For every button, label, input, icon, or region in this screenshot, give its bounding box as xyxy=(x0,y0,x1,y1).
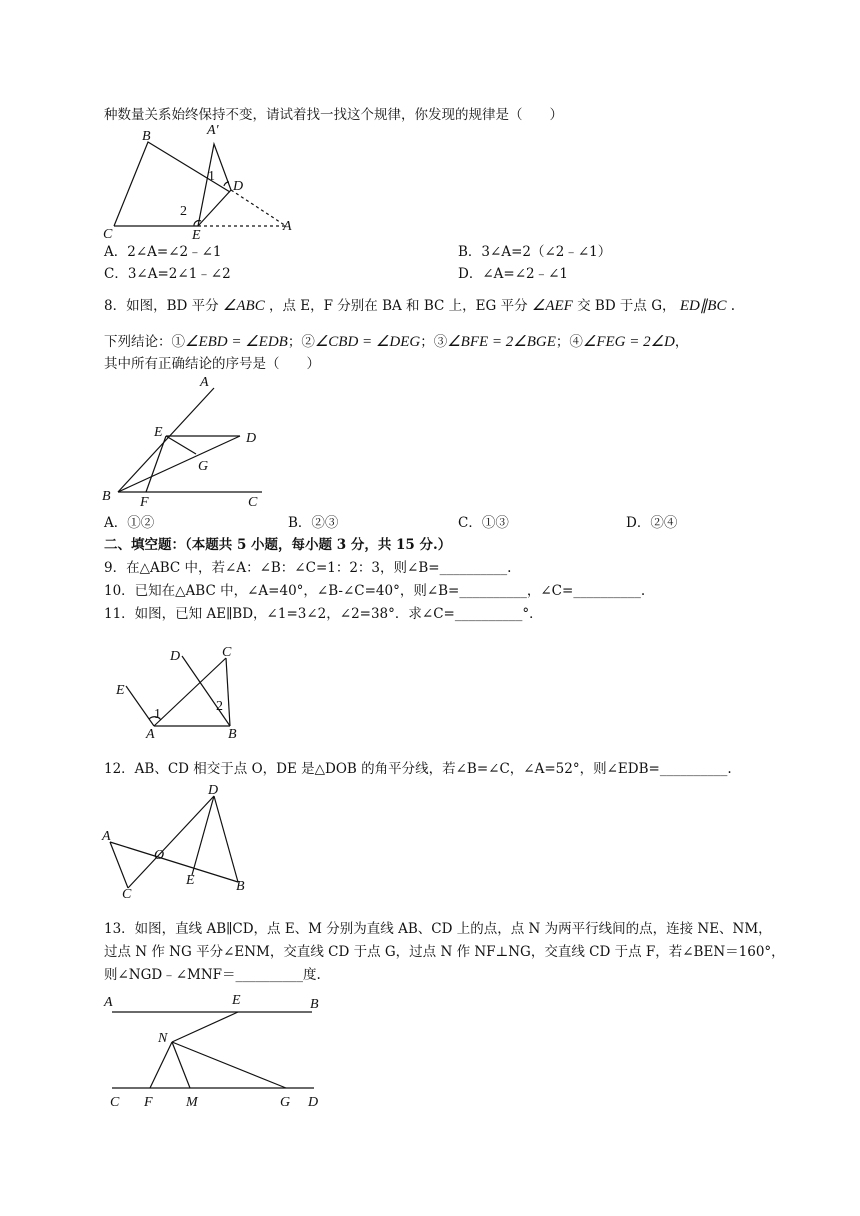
q7-label-B: B xyxy=(142,129,151,144)
q8-label-A: A xyxy=(200,375,209,390)
q12-figure xyxy=(98,780,258,900)
q11-text: 11．如图，已知 AE∥BD，∠1=3∠2，∠2=38°．求∠C=__________°． xyxy=(104,606,543,622)
q7-label-2: 2 xyxy=(180,204,187,219)
q8-line3: 其中所有正确结论的序号是（ ） xyxy=(104,356,320,372)
q12-text: 12．AB、CD 相交于点 O，DE 是△DOB 的角平分线，若∠B=∠C，∠A=52°，则∠EDB=__________. xyxy=(104,761,732,777)
q13-line3: 则∠NGD﹣∠MNF＝__________度. xyxy=(104,967,321,983)
q8-label-C: C xyxy=(248,495,258,510)
q13-label-G: G xyxy=(280,1095,291,1110)
q11-label-B: B xyxy=(228,727,237,742)
q8-line1: 8．如图，BD 平分 ∠ABC ，点 E，F 分别在 BA 和 BC 上，EG 平分 ∠AEF 交 BD 于点 G， ED∥BC . xyxy=(104,298,736,314)
q7-label-A-prime: A′ xyxy=(207,123,219,138)
q7-option-c: C．3∠A=2∠1﹣∠2 xyxy=(104,266,231,282)
q7-label-D: D xyxy=(233,179,244,194)
q8-option-a: A．①② xyxy=(104,515,155,531)
q8-option-c: C．①③ xyxy=(458,515,509,531)
q11-label-A: A xyxy=(146,727,155,742)
q13-label-C: C xyxy=(110,1095,120,1110)
q8-label-F: F xyxy=(140,495,149,510)
q13-label-E: E xyxy=(232,993,241,1008)
q9-text: 9．在△ABC 中，若∠A：∠B：∠C=1：2：3，则∠B=__________. xyxy=(104,560,512,576)
q13-line2: 过点 N 作 NG 平分∠ENM，交直线 CD 于点 G，过点 N 作 NF⊥NG，交直线 CD 于点 F，若∠BEN＝160°， xyxy=(104,944,785,960)
q8-option-d: D．②④ xyxy=(626,515,678,531)
q8-label-D: D xyxy=(246,431,257,446)
q12-label-A: A xyxy=(102,829,111,844)
q8-option-b: B．②③ xyxy=(288,515,339,531)
q8-figure xyxy=(98,374,298,514)
q7-figure xyxy=(98,122,298,240)
q11-label-2: 2 xyxy=(216,699,223,714)
q13-label-N: N xyxy=(158,1031,168,1046)
q11-figure xyxy=(110,642,250,742)
q12-label-B: B xyxy=(236,879,245,894)
q12-label-E: E xyxy=(186,873,195,888)
q8-label-G: G xyxy=(198,459,209,474)
q8-label-E: E xyxy=(154,425,163,440)
q11-label-E: E xyxy=(116,683,125,698)
section-2-title: 二、填空题：（本题共 5 小题，每小题 3 分，共 15 分.） xyxy=(104,537,452,553)
q7-option-d: D．∠A=∠2﹣∠1 xyxy=(458,266,568,282)
q7-label-1: 1 xyxy=(208,169,215,184)
q10-text: 10．已知在△ABC 中，∠A=40°，∠B-∠C=40°，则∠B=__________，∠C=__________. xyxy=(104,583,646,599)
q7-option-b: B．3∠A=2（∠2﹣∠1） xyxy=(458,244,612,260)
q13-label-F: F xyxy=(144,1095,153,1110)
q12-label-O: O xyxy=(154,848,165,863)
q13-figure xyxy=(98,990,338,1110)
q12-label-D: D xyxy=(208,783,219,798)
q12-label-C: C xyxy=(122,887,132,900)
q11-label-D: D xyxy=(170,649,181,664)
q13-label-A: A xyxy=(104,995,113,1010)
q7-label-E: E xyxy=(192,228,201,240)
q7-intro: 种数量关系始终保持不变，请试着找一找这个规律，你发现的规律是（ ） xyxy=(104,107,563,123)
q11-label-1: 1 xyxy=(154,707,161,722)
q8-line2: 下列结论：①∠EBD = ∠EDB；②∠CBD = ∠DEG；③∠BFE = 2∠BGE；④∠FEG = 2∠D， xyxy=(104,334,689,350)
q8-label-B: B xyxy=(102,489,111,504)
q7-label-C: C xyxy=(103,227,113,240)
q13-label-D: D xyxy=(308,1095,319,1110)
q13-label-M: M xyxy=(186,1095,198,1110)
q11-label-C: C xyxy=(222,645,232,660)
q13-label-B: B xyxy=(310,997,319,1012)
q7-option-a: A．2∠A=∠2﹣∠1 xyxy=(104,244,222,260)
q13-line1: 13．如图，直线 AB∥CD，点 E、M 分别为直线 AB、CD 上的点，点 N 为两平行线间的点，连接 NE、NM， xyxy=(104,921,772,937)
q7-label-A: A xyxy=(283,219,292,234)
